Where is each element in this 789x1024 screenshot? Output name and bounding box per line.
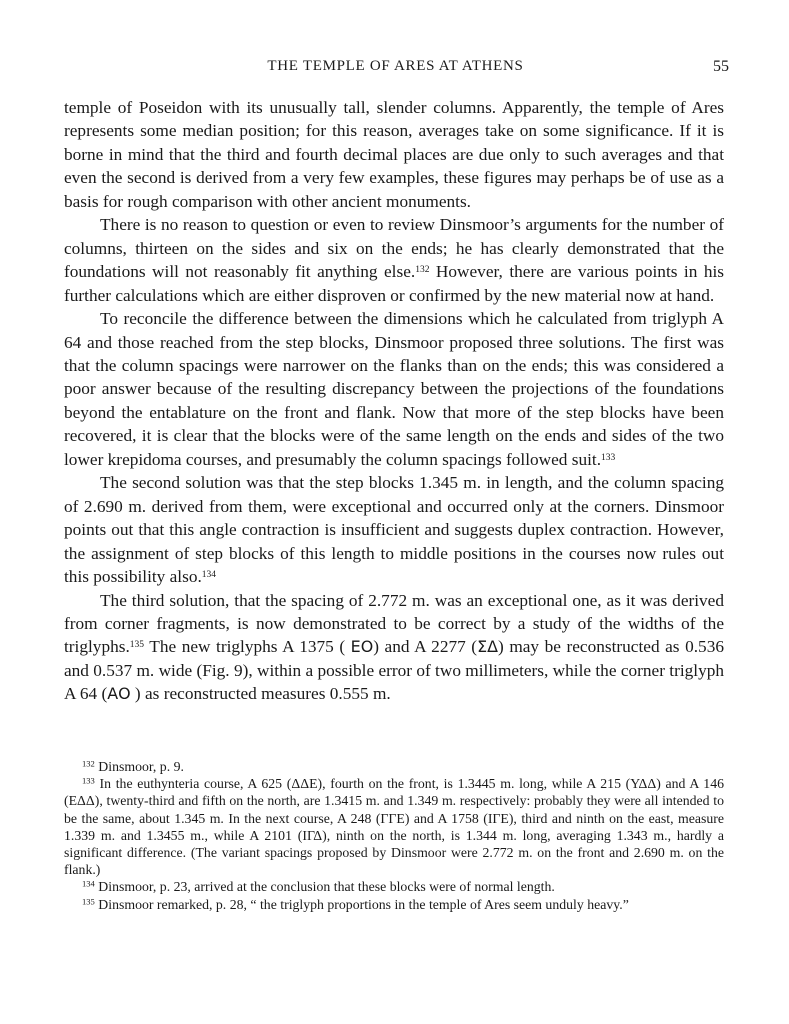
paragraph-1 <box>64 96 724 213</box>
paragraph-text: However, there are various points in his further calculations which are either disproven or confirmed by the new material now at hand. <box>64 262 724 305</box>
footnote-132 <box>64 758 724 775</box>
paragraph-text: The new triglyphs A 1375 ( <box>144 637 351 657</box>
paragraph-text: The second solution was that the step blocks 1.345 m. in length, and the column spacing of 2.690 m. derived from them, were exceptional and occurred only at the corners. Dinsmoor points out that this angle contraction is insufficient and suggests duplex contraction. However, the assignment of step blocks of this length to middle positions in the courses now rules out this possibility also. <box>64 473 724 587</box>
paragraph-text: temple of Poseidon with its unusually tall, slender columns. Apparently, the temple of Ares represents some median position; for this reason, averages take on some significance. If it is borne in mind that the third and fourth decimal places are due only to such averages and that even the second is derived from a very few examples, these figures may perhaps be of use as a basis for rough comparison with other ancient monuments. <box>64 98 724 211</box>
mason-mark: ΕΟ <box>350 637 374 657</box>
mason-mark: ΑΟ <box>107 684 131 704</box>
paragraph-2 <box>64 213 724 307</box>
running-title: THE TEMPLE OF ARES AT ATHENS <box>267 58 524 74</box>
paragraph-3 <box>64 307 724 471</box>
paragraph-text: There is no reason to question or even to review Dinsmoor’s arguments for the number of columns, thirteen on the sides and six on the ends; he has clearly demonstrated that the foundations will not reasonably fit anything else. <box>64 215 724 282</box>
footnote-text: Dinsmoor remarked, p. 28, “ the triglyph proportions in the temple of Ares seem unduly heavy.” <box>94 896 629 912</box>
footnote-number: 135 <box>82 896 95 907</box>
footnote-text: Dinsmoor, p. 9. <box>94 759 184 774</box>
footnote-number: 132 <box>82 758 95 769</box>
footnote-ref: 132 <box>415 264 430 275</box>
body-text <box>64 96 724 706</box>
footnote-ref: 134 <box>201 569 217 580</box>
footnote-number: 134 <box>82 879 95 890</box>
footnote-ref: 133 <box>601 452 616 463</box>
footnote-number: 133 <box>82 775 95 786</box>
paragraph-text: ) may be reconstructed as 0.536 and 0.537 m. wide (Fig. 9), within a possible error of two millimeters, while the corner triglyph A 64 ( <box>64 637 724 704</box>
running-head <box>62 58 729 82</box>
footnote-text: In the euthynteria course, A 625 (ΔΔΕ), fourth on the front, is 1.3445 m. long, while A 215 (ΥΔΔ) and A 146 (ΕΔΔ), twenty-third and fifth on the north, are 1.3415 m. and 1.349 m. respectively: probably they were all intended to be the same, about 1.345 m. In the next course, A 248 (ΓΓΕ) and A 1758 (ΙΓΕ), third and ninth on the east, measure 1.339 m. and 1.3455 m., while A 2101 (ΙΓΔ), ninth on the north, is 1.344 m. long, averaging 1.343 m., hardly a significant difference. (The variant spacings proposed by Dinsmoor were 2.772 m. on the front and 2.690 m. on the flank.) <box>64 776 724 878</box>
paragraph-text: To reconcile the difference between the dimensions which he calculated from triglyph A 64 and those reached from the step blocks, Dinsmoor proposed three solutions. The first was that the column spacings were narrower on the flanks than on the ends; this was considered a poor answer because of the resulting discrepancy between the projections of the foundations beyond the entablature on the front and flank. Now that more of the step blocks have been recovered, it is clear that the blocks were of the same length on the ends and sides of the two lower krepidoma courses, and presumably the column spacings followed suit. <box>64 309 725 469</box>
mason-mark: ΣΔ <box>477 637 498 657</box>
paragraph-text: The third solution, that the spacing of 2.772 m. was an exceptional one, as it was derived from corner fragments, is now demonstrated to be correct by a study of the widths of the triglyphs. <box>64 590 724 657</box>
footnote-text: Dinsmoor, p. 23, arrived at the conclusion that these blocks were of normal length. <box>94 879 555 895</box>
paragraph-text: ) as reconstructed measures 0.555 m. <box>130 684 391 704</box>
footnote-135 <box>64 896 724 913</box>
footnotes <box>64 758 724 913</box>
paragraph-4 <box>64 471 724 588</box>
paragraph-text: ) and A 2277 ( <box>373 637 478 657</box>
page-number: 55 <box>713 58 729 75</box>
footnote-134 <box>64 878 724 895</box>
footnote-ref: 135 <box>129 640 145 651</box>
paragraph-5 <box>64 589 724 706</box>
footnote-133 <box>64 775 724 878</box>
